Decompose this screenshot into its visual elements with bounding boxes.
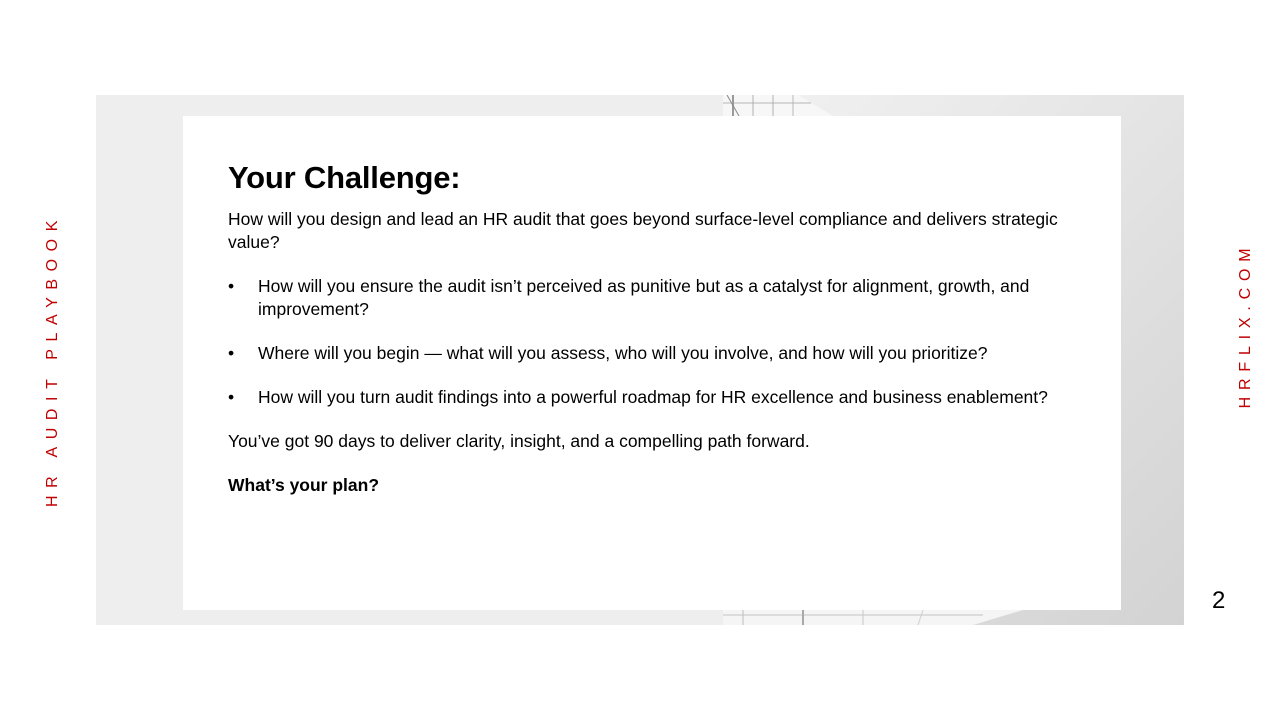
page-number: 2 [1212,587,1226,614]
deadline-statement: You’ve got 90 days to deliver clarity, insight, and a compelling path forward. [228,431,810,451]
bullet-icon: • [228,276,235,296]
challenge-title: Your Challenge: [228,160,461,195]
list-item-text: How will you turn audit findings into a powerful roadmap for HR excellence and business enablement? [258,387,1048,407]
list-item [228,275,1068,321]
list-item [228,386,1068,409]
bullet-icon: • [228,343,235,363]
list-item [228,342,1068,365]
side-label-playbook: HR AUDIT PLAYBOOK [44,213,61,507]
side-label-website: HRFLIX.COM [1237,241,1254,409]
intro-question: How will you design and lead an HR audit that goes beyond surface-level compliance and delivers strategic value? [228,209,1058,252]
list-item-text: Where will you begin — what will you assess, who will you involve, and how will you prioritize? [258,343,988,363]
list-item-text: How will you ensure the audit isn’t perceived as punitive but as a catalyst for alignment, growth, and improvement? [258,276,1030,319]
content-body [228,158,1068,518]
content-card [183,116,1121,610]
closing-question: What’s your plan? [228,475,380,495]
bullet-icon: • [228,387,235,407]
question-list [228,275,1068,409]
